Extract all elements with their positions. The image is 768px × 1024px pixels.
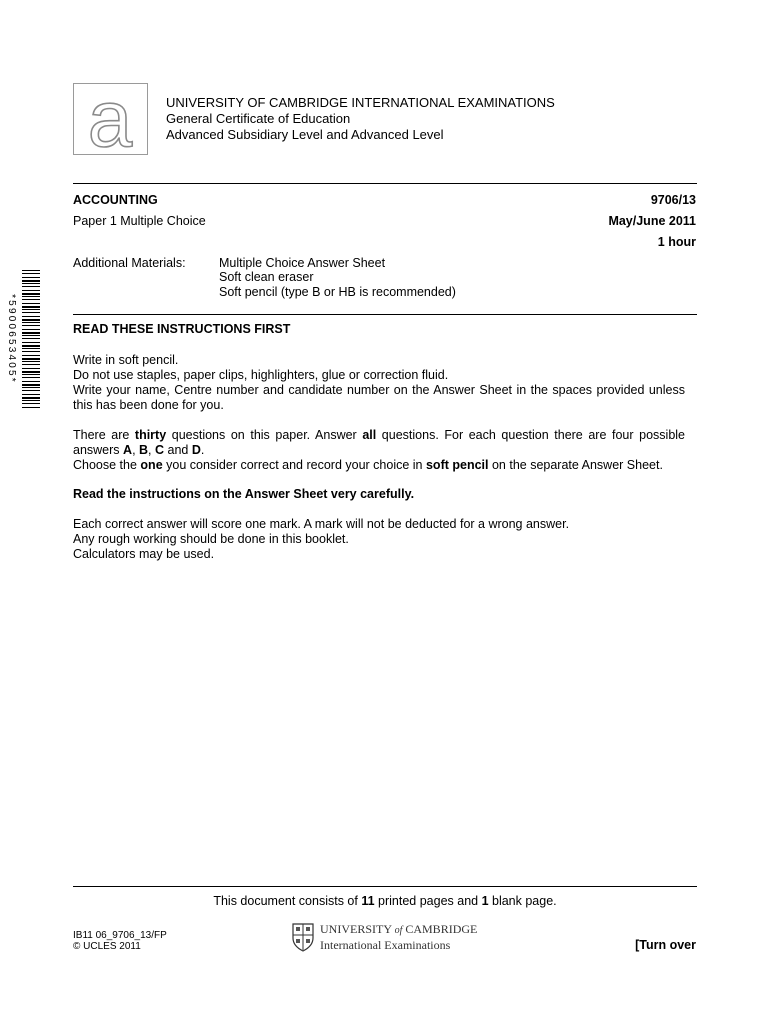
barcode-bar (22, 293, 40, 295)
barcode-bar (22, 351, 40, 352)
duration: 1 hour (657, 235, 696, 249)
barcode-bar (22, 377, 40, 378)
document-reference: IB11 06_9706_13/FP (73, 930, 167, 941)
barcode-bar (22, 286, 40, 287)
copyright: © UCLES 2011 (73, 941, 141, 952)
divider-top (73, 183, 697, 184)
barcode-bar (22, 316, 40, 317)
barcode-bar (22, 299, 40, 300)
paper-name: Paper 1 Multiple Choice (73, 214, 206, 228)
wordmark-line-1: UNIVERSITY of CAMBRIDGE (320, 922, 478, 936)
barcode-bar (22, 384, 40, 386)
barcode-bar (22, 290, 40, 291)
barcode-bar (22, 397, 40, 399)
barcode-bar (22, 361, 40, 362)
instruction-line: Any rough working should be done in this booklet. (73, 532, 349, 546)
barcode-bar (22, 342, 40, 343)
material-item: Multiple Choice Answer Sheet (219, 256, 386, 270)
wordmark-line-2: International Examinations (320, 938, 451, 952)
barcode-bar (22, 283, 40, 284)
barcode-bar (22, 306, 40, 308)
barcode-bar (22, 358, 40, 360)
instruction-paragraph: There are thirty questions on this paper. Answer all questions. For each question there are four possible answers A, B, C and D. (73, 428, 685, 457)
barcode-bar (22, 348, 40, 349)
instruction-paragraph: Choose the one you consider correct and record your choice in soft pencil on the separate Answer Sheet. (73, 458, 663, 472)
instruction-line: Do not use staples, paper clips, highlighters, glue or correction fluid. (73, 368, 449, 382)
qualification-title: General Certificate of Education (166, 111, 351, 126)
barcode-bar (22, 374, 40, 375)
barcode-bar (22, 371, 40, 373)
material-item: Soft pencil (type B or HB is recommended) (219, 285, 456, 299)
barcode-bar (22, 368, 40, 369)
barcode-bar (22, 345, 40, 347)
materials-label: Additional Materials: (73, 256, 186, 270)
barcode-bar (22, 277, 40, 278)
barcode-bar (22, 394, 40, 395)
instructions-block-2 (73, 428, 685, 473)
instructions-heading: READ THESE INSTRUCTIONS FIRST (73, 322, 291, 336)
barcode-bar (22, 403, 40, 404)
exam-board-logo (73, 83, 148, 155)
barcode-bar (22, 364, 40, 365)
material-item: Soft clean eraser (219, 270, 314, 284)
turn-over: [Turn over (635, 938, 696, 952)
instructions-block-3 (73, 517, 685, 562)
barcode-bar (22, 319, 40, 321)
barcode-bar (22, 335, 40, 336)
subject: ACCOUNTING (73, 193, 158, 207)
barcode-bar (22, 400, 40, 401)
barcode-bar (22, 325, 40, 326)
barcode-bar (22, 309, 40, 310)
barcode-bar (22, 329, 40, 330)
instruction-line: Calculators may be used. (73, 547, 215, 561)
barcode-bar (22, 280, 40, 282)
barcode-bar (22, 381, 40, 382)
barcode-bar (22, 296, 40, 297)
instruction-line: Write your name, Centre number and candidate number on the Answer Sheet in the spaces provided unless this has been done for you. (73, 383, 685, 412)
instruction-line: Each correct answer will score one mark. A mark will not be deducted for a wrong answer. (73, 517, 570, 531)
barcode-bar (22, 332, 40, 334)
divider-footer (73, 886, 697, 887)
cambridge-wordmark (320, 922, 477, 952)
barcode-bar (22, 273, 40, 274)
barcode-number: *5900653405* (6, 294, 17, 384)
institution-title: UNIVERSITY OF CAMBRIDGE INTERNATIONAL EXAMINATIONS (166, 95, 555, 110)
divider-middle (73, 314, 697, 315)
barcode-bar (22, 407, 40, 408)
instructions-block-1 (73, 353, 685, 413)
level-title: Advanced Subsidiary Level and Advanced Level (166, 127, 444, 142)
barcode-bar (22, 270, 40, 271)
candidate-barcode (22, 270, 40, 410)
instruction-line: Write in soft pencil. (73, 353, 179, 367)
barcode-icon (22, 270, 40, 408)
barcode-bar (22, 303, 40, 304)
session: May/June 2011 (608, 214, 696, 228)
barcode-number-wrap (4, 270, 18, 410)
paper-code: 9706/13 (650, 193, 696, 207)
barcode-bar (22, 387, 40, 388)
barcode-bar (22, 338, 40, 339)
letter-a-logo-icon (74, 84, 147, 154)
barcode-bar (22, 390, 40, 391)
barcode-bar (22, 355, 40, 356)
cambridge-crest-icon (291, 922, 315, 952)
logo-letter: a (87, 84, 133, 154)
barcode-bar (22, 322, 40, 323)
barcode-bar (22, 312, 40, 313)
page-count-statement: This document consists of 11 printed pages and 1 blank page. (213, 894, 557, 908)
answer-sheet-notice: Read the instructions on the Answer Sheet very carefully. (73, 487, 415, 501)
